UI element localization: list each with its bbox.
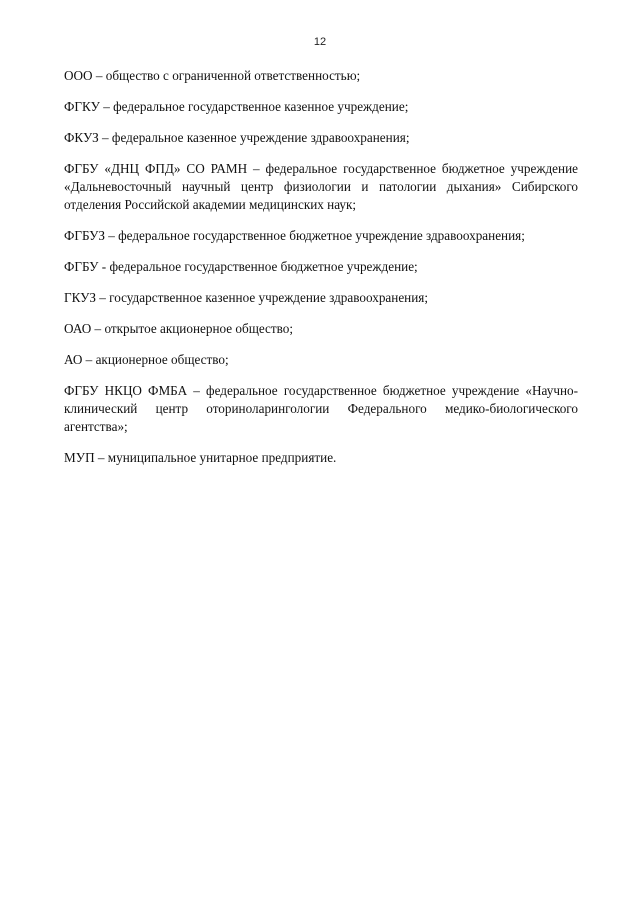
abbreviations-list: [64, 67, 578, 480]
abbreviation-entry-fgbu-nkco-fmba: ФГБУ НКЦО ФМБА – федеральное государственное бюджетное учреждение «Научно-клинический центр оториноларингологии Федерального медико-биологического агентства»;: [64, 383, 578, 434]
abbreviation-entry-ooo: ООО – общество с ограниченной ответственностью;: [64, 68, 361, 83]
abbreviation-entry-fgku: ФГКУ – федеральное государственное казенное учреждение;: [64, 99, 409, 114]
abbreviation-entry-fgbu: ФГБУ - федеральное государственное бюджетное учреждение;: [64, 259, 418, 274]
abbreviation-entry-fgbuz: ФГБУЗ – федеральное государственное бюджетное учреждение здравоохранения;: [64, 228, 525, 243]
abbreviation-entry-gkuz: ГКУЗ – государственное казенное учреждение здравоохранения;: [64, 290, 429, 305]
abbreviation-entry-mup: МУП – муниципальное унитарное предприятие.: [64, 450, 337, 465]
abbreviation-entry-fkuz: ФКУЗ – федеральное казенное учреждение здравоохранения;: [64, 130, 410, 145]
abbreviation-entry-fgbu-dnc-fpd: ФГБУ «ДНЦ ФПД» СО РАМН – федеральное государственное бюджетное учреждение «Дальневосточный научный центр физиологии и патологии дыхания» Сибирского отделения Российской академии медицинских наук;: [64, 161, 578, 212]
abbreviation-entry-ao: АО – акционерное общество;: [64, 352, 229, 367]
abbreviation-entry-oao: ОАО – открытое акционерное общество;: [64, 321, 294, 336]
page-number: 12: [313, 36, 327, 48]
